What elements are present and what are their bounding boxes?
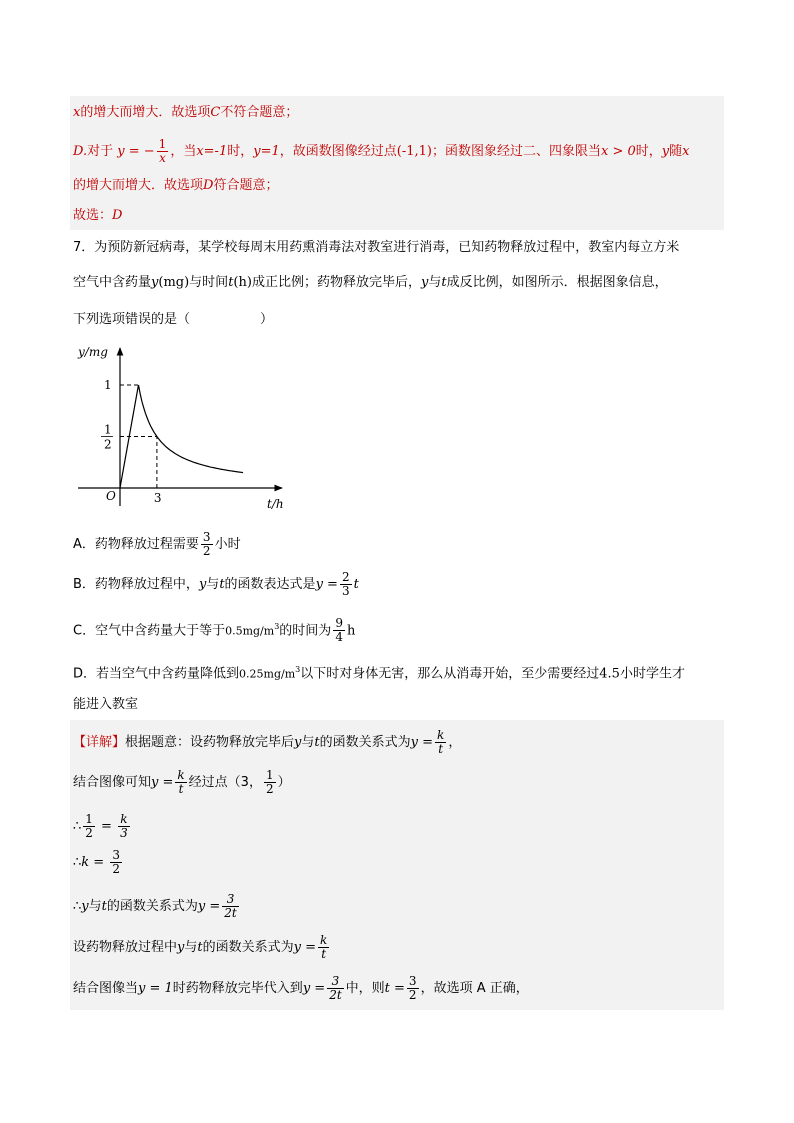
fraction-three-over-2t: $\frac{3}{2t}$ [224, 892, 237, 920]
fraction-two-thirds: $\frac{2}{3}$ [341, 570, 350, 598]
prev-solution-line-2: D.对于 y = − $\frac{1}{x}$ ，当x=-1时，y=1，故函数图像经过点(-1,1)；函数图象经过二、四象限当x > 0时，y随x [73, 137, 690, 165]
y-tick-half [101, 423, 113, 452]
x-axis-label: t/h [267, 497, 284, 511]
solution-block [70, 720, 724, 1010]
solution-line-6: 设药物释放过程中y与t的函数关系式为y = $\frac{k}{t}$ [73, 933, 328, 961]
solution-line-3: ∴ $\frac{1}{2}$ = $\frac{k}{3}$ [73, 812, 128, 840]
option-b: B．药物释放过程中，y与t的函数表达式是y = $\frac{2}{3}$ t [73, 570, 359, 598]
fraction-k-over-t: $\frac{k}{t}$ [320, 933, 328, 961]
prev-solution-answer: 故选：D [73, 208, 123, 223]
prev-solution-line-3: 的增大而增大．故选项D符合题意； [73, 178, 279, 193]
solution-line-4: ∴k = $\frac{3}{2}$ [73, 848, 120, 876]
option-c: C．空气中含药量大于等于$0.5mg/m^3$的时间为 $\frac{9}{4}$ h [73, 616, 356, 645]
option-d: D．若当空气中含药量降低到$0.25mg/m^3$以下时对身体无害，那么从消毒开始，至少需要经过4.5小时学生才 [73, 665, 685, 682]
prev-solution-line-1: x的增大而增大．故选项C不符合题意； [73, 105, 299, 120]
decay-curve [139, 385, 244, 473]
option-a: A．药物释放过程需要 $\frac{3}{2}$ 小时 [73, 530, 241, 558]
fraction-three-over-2t: $\frac{3}{2t}$ [329, 974, 342, 1002]
fraction-one-over-x: $\frac{1}{x}$ [158, 137, 167, 165]
svg-text:1: 1 [104, 422, 112, 437]
fraction-k-over-t: $\frac{k}{t}$ [437, 728, 445, 756]
fraction-k-over-t: $\frac{k}{t}$ [177, 768, 185, 796]
question-line-1: 7．为预防新冠病毒，某学校每周末用药熏消毒法对教室进行消毒，已知药物释放过程中，教室内每立方米 [73, 240, 680, 255]
fraction-one-half: $\frac{1}{2}$ [265, 768, 274, 796]
solution-line-7: 结合图像当y = 1时药物释放完毕代入到y = $\frac{3}{2t}$ 中，则t = $\frac{3}{2}$ ，故选项 A 正确， [73, 974, 529, 1002]
question-line-3: 下列选项错误的是（ ） [73, 312, 274, 327]
solution-line-1: 【详解】根据题意：设药物释放完毕后y与t的函数关系式为y = $\frac{k}{t}$ ， [73, 728, 462, 756]
solution-line-5: ∴y与t的函数关系式为y = $\frac{3}{2t}$ [73, 892, 237, 920]
solution-line-2: 结合图像可知y = $\frac{k}{t}$ 经过点（3， $\frac{1}{2}$ ） [73, 768, 291, 796]
fraction-three-halves: $\frac{3}{2}$ [112, 848, 120, 876]
y-tick-1: 1 [104, 378, 112, 392]
fraction-k-over-three: $\frac{k}{3}$ [120, 812, 128, 840]
origin-label: O [106, 489, 116, 503]
fraction-one-half: $\frac{1}{2}$ [85, 812, 93, 840]
x-tick-3: 3 [153, 491, 162, 505]
concentration-time-graph [70, 338, 290, 518]
y-axis-label: y/mg [78, 345, 108, 359]
fraction-three-halves: $\frac{3}{2}$ [408, 974, 417, 1002]
svg-text:2: 2 [104, 437, 112, 452]
detail-tag: 【详解】 [73, 735, 126, 750]
question-line-2: 空气中含药量y(mg)与时间t(h)成正比例；药物释放完毕后，y与t成反比例，如图所示．根据图象信息， [73, 275, 668, 290]
option-d-continued: 能进入教室 [73, 697, 139, 712]
fraction-nine-quarters: $\frac{9}{4}$ [335, 616, 343, 645]
fraction-three-halves: $\frac{3}{2}$ [202, 530, 211, 558]
